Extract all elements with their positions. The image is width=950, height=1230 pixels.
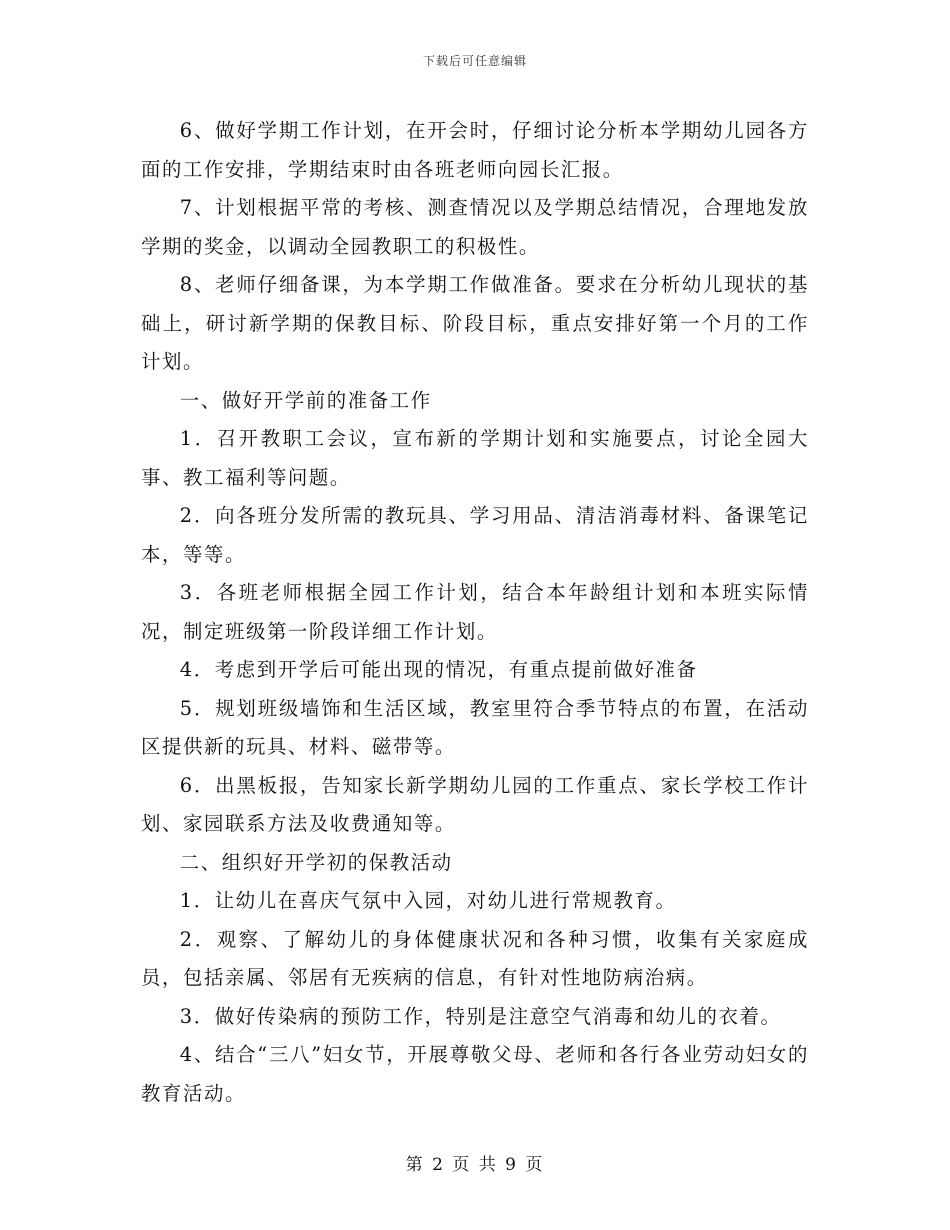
paragraph: 6、做好学期工作计划，在开会时，仔细讨论分析本学期幼儿园各方面的工作安排，学期结束时由各班老师向园长汇报。 <box>141 119 809 181</box>
paragraph: 4、结合“三八”妇女节，开展尊敬父母、老师和各行各业劳动妇女的教育活动。 <box>141 1043 809 1105</box>
paragraph: 3．各班老师根据全园工作计划，结合本年龄组计划和本班实际情况，制定班级第一阶段详细工作计划。 <box>141 581 809 643</box>
document-body <box>141 112 809 1113</box>
page-number: 第 2 页 共 9 页 <box>405 1155 545 1175</box>
section-heading: 二、组织好开学初的保教活动 <box>179 850 453 874</box>
paragraph: 2．观察、了解幼儿的身体健康状况和各种习惯，收集有关家庭成员，包括亲属、邻居有无疾病的信息，有针对性地防病治病。 <box>141 927 809 989</box>
paragraph: 3．做好传染病的预防工作，特别是注意空气消毒和幼儿的衣着。 <box>179 1004 782 1028</box>
paragraph: 1．召开教职工会议，宣布新的学期计划和实施要点，讨论全园大事、教工福利等问题。 <box>141 427 809 489</box>
paragraph: 5．规划班级墙饰和生活区域，教室里符合季节特点的布置，在活动区提供新的玩具、材料、磁带等。 <box>141 696 809 758</box>
paragraph: 4．考虑到开学后可能出现的情况，有重点提前做好准备 <box>179 658 698 681</box>
section-heading: 一、做好开学前的准备工作 <box>179 388 432 412</box>
page-header-note: 下载后可任意编辑 <box>422 54 527 68</box>
paragraph: 7、计划根据平常的考核、测查情况以及学期总结情况，合理地发放学期的奖金，以调动全园教职工的积极性。 <box>141 196 809 258</box>
paragraph: 2．向各班分发所需的教玩具、学习用品、清洁消毒材料、备课笔记本，等等。 <box>141 504 809 566</box>
paragraph: 6．出黑板报，告知家长新学期幼儿园的工作重点、家长学校工作计划、家园联系方法及收费通知等。 <box>141 773 809 835</box>
paragraph: 1．让幼儿在喜庆气氛中入园，对幼儿进行常规教育。 <box>179 889 677 912</box>
paragraph: 8、老师仔细备课，为本学期工作做准备。要求在分析幼儿现状的基础上，研讨新学期的保教目标、阶段目标，重点安排好第一个月的工作计划。 <box>141 273 809 373</box>
